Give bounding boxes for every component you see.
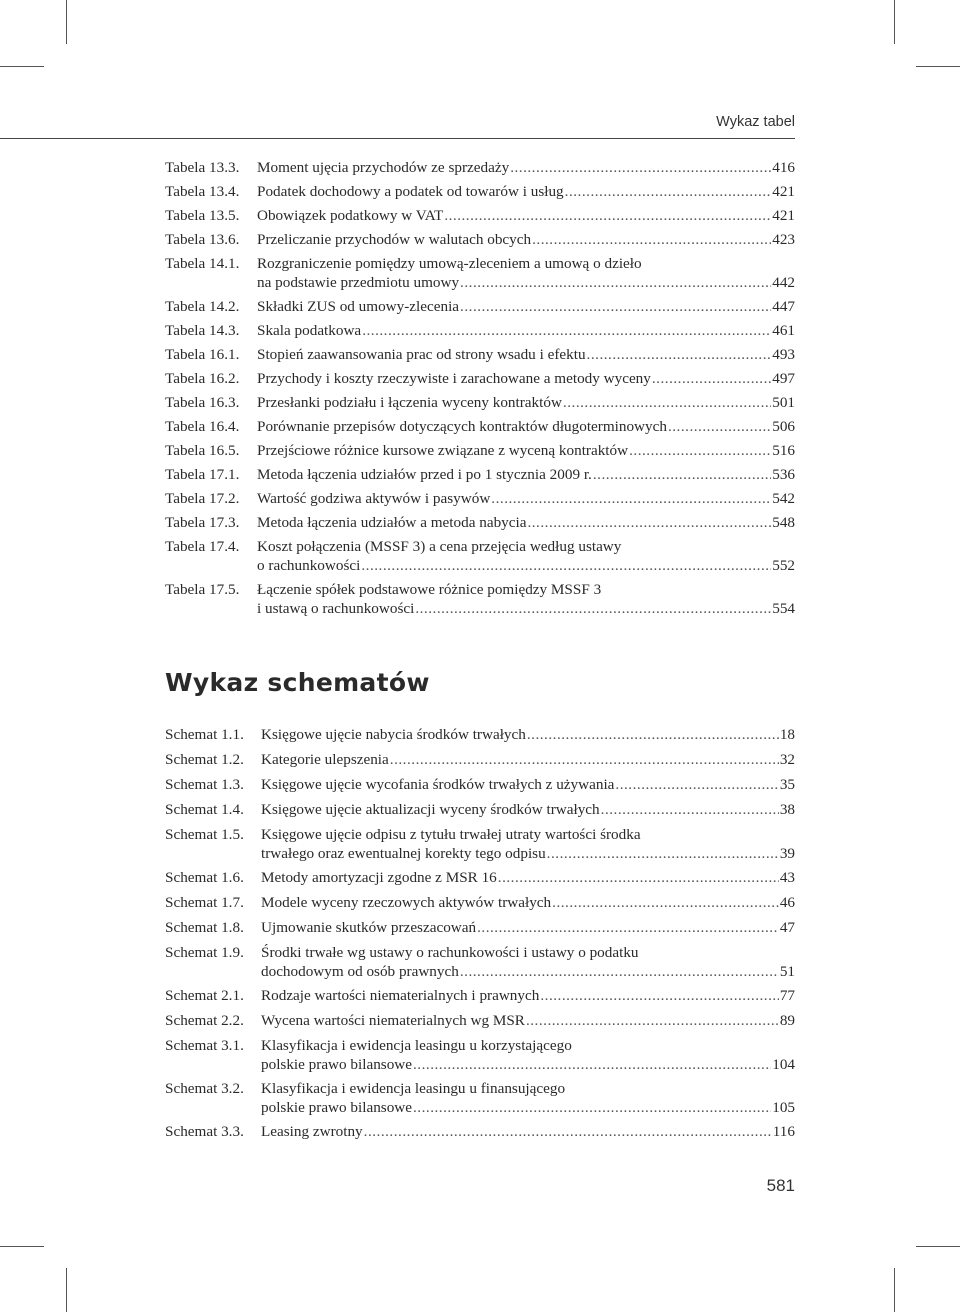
entry-title: Rodzaje wartości niematerialnych i prawnych: [261, 987, 540, 1004]
entry-page-number: 47: [779, 919, 795, 936]
toc-entry-line: [165, 800, 795, 819]
dot-leader: [565, 182, 772, 201]
toc-entry-line: [165, 393, 795, 412]
crop-mark: [894, 1268, 895, 1312]
section-title: Wykaz schematów: [165, 668, 430, 697]
toc-entry-line: [165, 986, 795, 1005]
entry-title: Księgowe ujęcie wycofania środków trwałych z używania: [261, 776, 615, 793]
toc-entry-line: [165, 825, 795, 844]
dot-leader: [444, 206, 771, 225]
dot-leader: [477, 918, 779, 937]
dot-leader: [361, 556, 771, 575]
entry-title: Przesłanki podziału i łączenia wyceny kontraktów: [257, 394, 562, 411]
entry-title: Przejściowe różnice kursowe związane z wyceną kontraktów: [257, 442, 629, 459]
dot-leader: [362, 321, 771, 340]
dot-leader: [390, 750, 779, 769]
entry-page-number: 104: [772, 1056, 795, 1073]
entry-title: trwałego oraz ewentualnej korekty tego odpisu: [261, 845, 546, 862]
entry-label: Schemat 1.3.: [165, 776, 244, 793]
toc-entry-line: [165, 345, 795, 364]
crop-mark: [0, 66, 44, 67]
toc-entry: [165, 393, 795, 412]
toc-entry-line: [165, 230, 795, 249]
toc-entry-continuation: [165, 1055, 795, 1074]
running-head: Wykaz tabel: [716, 114, 795, 130]
toc-entry-line: [165, 417, 795, 436]
dot-leader: [540, 986, 778, 1005]
entry-title: Metoda łączenia udziałów a metoda nabycia: [257, 514, 527, 531]
entry-label: Tabela 17.3.: [165, 514, 240, 531]
entry-page-number: 116: [772, 1123, 795, 1140]
toc-entry: [165, 345, 795, 364]
header-rule: [0, 138, 795, 139]
dot-leader: [601, 800, 779, 819]
entry-label: Tabela 17.1.: [165, 466, 240, 483]
entry-title: Księgowe ujęcie aktualizacji wyceny środków trwałych: [261, 801, 600, 818]
toc-entry: [165, 441, 795, 460]
toc-entry: [165, 369, 795, 388]
toc-entry-line: [165, 893, 795, 912]
toc-entry-line: [165, 918, 795, 937]
crop-mark: [916, 1246, 960, 1247]
entry-label: Tabela 14.3.: [165, 322, 240, 339]
toc-entry: [165, 775, 795, 794]
crop-mark: [916, 66, 960, 67]
toc-entry-line: [165, 868, 795, 887]
entry-page-number: 542: [772, 490, 795, 507]
toc-entry-continuation: [165, 273, 795, 292]
entry-label: Tabela 14.1.: [165, 255, 240, 272]
toc-entry: [165, 230, 795, 249]
entry-title: Metody amortyzacji zgodne z MSR 16: [261, 869, 497, 886]
dot-leader: [460, 962, 779, 981]
entry-label: Schemat 3.3.: [165, 1123, 244, 1140]
toc-entry-continuation: [165, 1098, 795, 1117]
toc-entry-line: [165, 254, 795, 273]
dot-leader: [587, 345, 772, 364]
toc-entry-line: [165, 537, 795, 556]
entry-page-number: 43: [779, 869, 795, 886]
toc-entry: [165, 1011, 795, 1030]
entry-title: Ujmowanie skutków przeszacowań: [261, 919, 477, 936]
entry-label: Schemat 1.8.: [165, 919, 244, 936]
entry-label: Schemat 1.4.: [165, 801, 244, 818]
toc-entry-line: [165, 321, 795, 340]
entry-page-number: 46: [779, 894, 795, 911]
entry-label: Schemat 3.1.: [165, 1037, 244, 1054]
entry-title: Kategorie ulepszenia: [261, 751, 389, 768]
toc-entry-line: [165, 441, 795, 460]
entry-title: i ustawą o rachunkowości: [257, 600, 415, 617]
toc-entry: [165, 1036, 795, 1074]
entry-label: Tabela 16.5.: [165, 442, 240, 459]
toc-entry-line: [165, 725, 795, 744]
entry-page-number: 447: [772, 298, 795, 315]
dot-leader: [527, 513, 771, 532]
entry-label: Schemat 1.7.: [165, 894, 244, 911]
entry-title: Składki ZUS od umowy-zlecenia: [257, 298, 460, 315]
toc-entry: [165, 182, 795, 201]
toc-entry: [165, 321, 795, 340]
entry-page-number: 516: [772, 442, 795, 459]
dot-leader: [364, 1122, 772, 1141]
entry-label: Tabela 16.4.: [165, 418, 240, 435]
entry-page-number: 497: [772, 370, 795, 387]
toc-entry: [165, 868, 795, 887]
dot-leader: [498, 868, 779, 887]
toc-entry: [165, 725, 795, 744]
entry-page-number: 501: [772, 394, 795, 411]
schemes-list: [165, 725, 795, 1147]
entry-title: Podatek dochodowy a podatek od towarów i usług: [257, 183, 564, 200]
entry-page-number: 421: [772, 207, 795, 224]
toc-entry: [165, 297, 795, 316]
dot-leader: [563, 393, 771, 412]
toc-entry-continuation: [165, 962, 795, 981]
toc-entry: [165, 158, 795, 177]
toc-entry: [165, 513, 795, 532]
entry-title: Łączenie spółek podstawowe różnice pomiędzy MSSF 3: [257, 581, 602, 598]
toc-entry: [165, 918, 795, 937]
entry-title: o rachunkowości: [257, 557, 361, 574]
toc-entry: [165, 893, 795, 912]
page-number: 581: [766, 1176, 795, 1195]
entry-label: Schemat 1.2.: [165, 751, 244, 768]
dot-leader: [415, 599, 771, 618]
entry-title: Koszt połączenia (MSSF 3) a cena przejęcia według ustawy: [257, 538, 622, 555]
dot-leader: [615, 775, 778, 794]
toc-entry-line: [165, 158, 795, 177]
entry-page-number: 536: [772, 466, 795, 483]
toc-entry-line: [165, 943, 795, 962]
dot-leader: [460, 273, 771, 292]
dot-leader: [413, 1098, 771, 1117]
toc-entry: [165, 943, 795, 981]
toc-entry-line: [165, 369, 795, 388]
toc-entry: [165, 417, 795, 436]
entry-page-number: 421: [772, 183, 795, 200]
dot-leader: [532, 230, 771, 249]
toc-entry: [165, 825, 795, 863]
entry-title: Przychody i koszty rzeczywiste i zarachowane a metody wyceny: [257, 370, 651, 387]
entry-page-number: 423: [772, 231, 795, 248]
entry-page-number: 506: [772, 418, 795, 435]
crop-mark: [0, 1246, 44, 1247]
toc-entry: [165, 1122, 795, 1141]
toc-entry-line: [165, 297, 795, 316]
dot-leader: [413, 1055, 771, 1074]
entry-label: Tabela 17.5.: [165, 581, 240, 598]
dot-leader: [491, 489, 771, 508]
toc-entry-line: [165, 775, 795, 794]
entry-title: Moment ujęcia przychodów ze sprzedaży: [257, 159, 510, 176]
toc-entry: [165, 489, 795, 508]
entry-label: Tabela 13.5.: [165, 207, 240, 224]
entry-title: Klasyfikacja i ewidencja leasingu u finansującego: [261, 1080, 566, 1097]
entry-page-number: 416: [772, 159, 795, 176]
entry-label: Schemat 1.1.: [165, 726, 244, 743]
entry-page-number: 554: [772, 600, 795, 617]
dot-leader: [629, 441, 771, 460]
entry-title: Leasing zwrotny: [261, 1123, 363, 1140]
dot-leader: [547, 844, 779, 863]
toc-entry: [165, 1079, 795, 1117]
toc-entry-continuation: [165, 844, 795, 863]
entry-label: Schemat 1.6.: [165, 869, 244, 886]
toc-entry: [165, 580, 795, 618]
toc-entry: [165, 206, 795, 225]
entry-title: Modele wyceny rzeczowych aktywów trwałych: [261, 894, 552, 911]
toc-entry-line: [165, 1011, 795, 1030]
entry-title: Rozgraniczenie pomiędzy umową-zleceniem a umową o dzieło: [257, 255, 642, 272]
toc-entry: [165, 537, 795, 575]
entry-title: Skala podatkowa: [257, 322, 362, 339]
toc-entry-line: [165, 182, 795, 201]
entry-label: Tabela 13.6.: [165, 231, 240, 248]
entry-page-number: 548: [772, 514, 795, 531]
entry-title: Klasyfikacja i ewidencja leasingu u korzystającego: [261, 1037, 572, 1054]
crop-mark: [66, 0, 67, 44]
dot-leader: [510, 158, 771, 177]
toc-entry-line: [165, 206, 795, 225]
toc-entry-line: [165, 1079, 795, 1098]
entry-label: Schemat 3.2.: [165, 1080, 244, 1097]
entry-title: na podstawie przedmiotu umowy: [257, 274, 460, 291]
entry-title: Środki trwałe wg ustawy o rachunkowości i ustawy o podatku: [261, 944, 639, 961]
toc-entry-line: [165, 513, 795, 532]
toc-entry: [165, 750, 795, 769]
entry-label: Schemat 2.1.: [165, 987, 244, 1004]
entry-page-number: 552: [772, 557, 795, 574]
entry-page-number: 89: [779, 1012, 795, 1029]
toc-entry: [165, 254, 795, 292]
entry-title: Obowiązek podatkowy w VAT: [257, 207, 444, 224]
entry-title: Metoda łączenia udziałów przed i po 1 stycznia 2009 r.: [257, 466, 592, 483]
toc-entry-line: [165, 750, 795, 769]
entry-title: Wycena wartości niematerialnych wg MSR: [261, 1012, 525, 1029]
entry-label: Tabela 17.4.: [165, 538, 240, 555]
entry-label: Schemat 1.9.: [165, 944, 244, 961]
entry-title: Księgowe ujęcie odpisu z tytułu trwałej utraty wartości środka: [261, 826, 641, 843]
toc-entry: [165, 465, 795, 484]
toc-entry-line: [165, 1036, 795, 1055]
entry-label: Tabela 16.2.: [165, 370, 240, 387]
toc-entry-continuation: [165, 599, 795, 618]
entry-label: Tabela 17.2.: [165, 490, 240, 507]
entry-label: Tabela 14.2.: [165, 298, 240, 315]
dot-leader: [527, 725, 779, 744]
crop-mark: [894, 0, 895, 44]
entry-title: dochodowym od osób prawnych: [261, 963, 459, 980]
entry-label: Schemat 2.2.: [165, 1012, 244, 1029]
crop-mark: [66, 1268, 67, 1312]
entry-page-number: 461: [772, 322, 795, 339]
dot-leader: [668, 417, 771, 436]
entry-label: Tabela 16.3.: [165, 394, 240, 411]
entry-title: Stopień zaawansowania prac od strony wsadu i efektu: [257, 346, 586, 363]
dot-leader: [460, 297, 771, 316]
entry-title: Księgowe ujęcie nabycia środków trwałych: [261, 726, 526, 743]
entry-label: Tabela 13.3.: [165, 159, 240, 176]
dot-leader: [652, 369, 771, 388]
entry-page-number: 18: [779, 726, 795, 743]
toc-entry-line: [165, 1122, 795, 1141]
dot-leader: [593, 465, 771, 484]
toc-entry: [165, 800, 795, 819]
entry-title: polskie prawo bilansowe: [261, 1056, 412, 1073]
entry-title: Porównanie przepisów dotyczących kontraktów długoterminowych: [257, 418, 667, 435]
entry-page-number: 35: [779, 776, 795, 793]
tables-list: [165, 158, 795, 623]
entry-title: Wartość godziwa aktywów i pasywów: [257, 490, 491, 507]
entry-label: Tabela 16.1.: [165, 346, 240, 363]
entry-page-number: 442: [772, 274, 795, 291]
entry-page-number: 32: [779, 751, 795, 768]
entry-page-number: 39: [779, 845, 795, 862]
toc-entry-continuation: [165, 556, 795, 575]
entry-label: Tabela 13.4.: [165, 183, 240, 200]
toc-entry-line: [165, 580, 795, 599]
entry-page-number: 51: [779, 963, 795, 980]
toc-entry-line: [165, 489, 795, 508]
toc-entry-line: [165, 465, 795, 484]
entry-page-number: 77: [779, 987, 795, 1004]
dot-leader: [552, 893, 779, 912]
toc-entry: [165, 986, 795, 1005]
entry-title: Przeliczanie przychodów w walutach obcych: [257, 231, 532, 248]
entry-label: Schemat 1.5.: [165, 826, 244, 843]
entry-page-number: 493: [772, 346, 795, 363]
entry-title: polskie prawo bilansowe: [261, 1099, 412, 1116]
dot-leader: [526, 1011, 779, 1030]
entry-page-number: 105: [772, 1099, 795, 1116]
entry-page-number: 38: [779, 801, 795, 818]
